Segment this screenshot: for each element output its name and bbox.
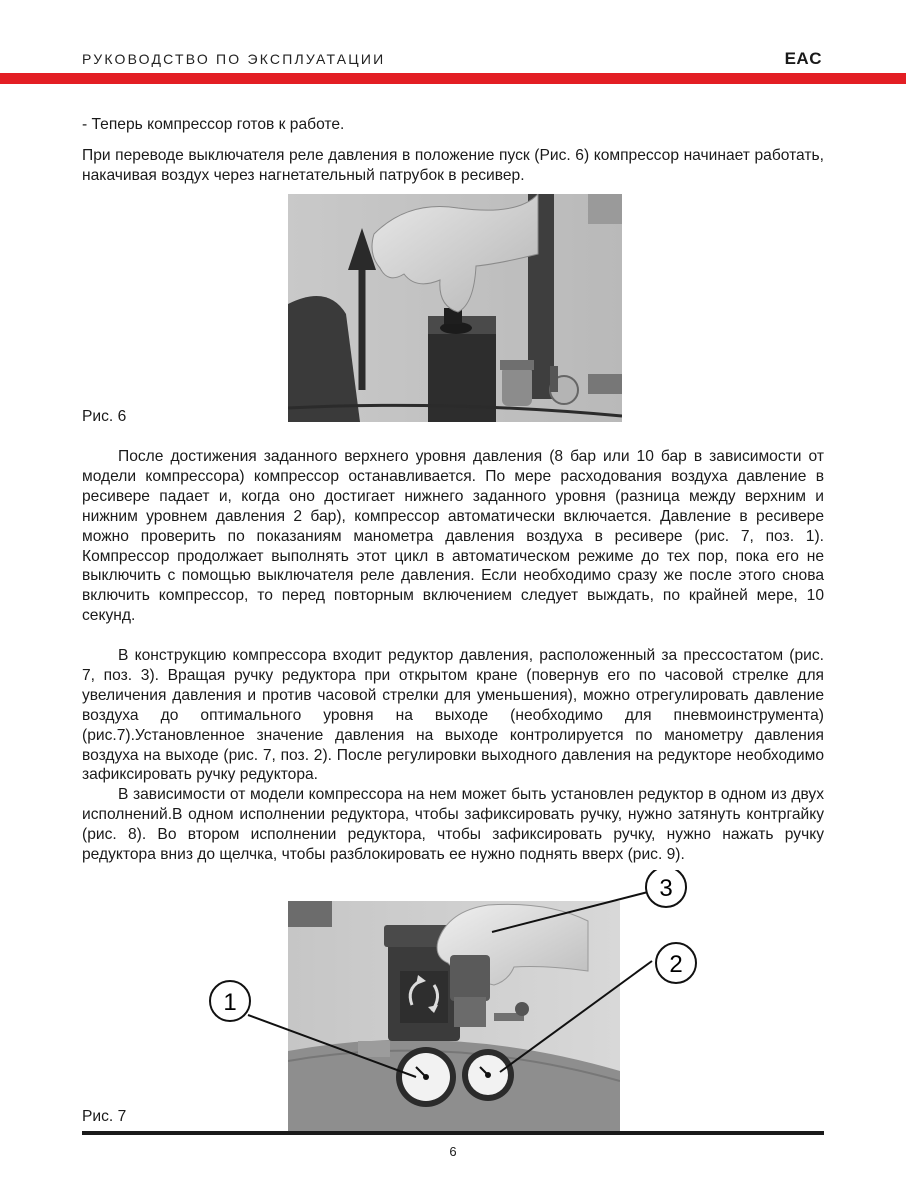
ready-line: - Теперь компрессор готов к работе. <box>82 116 345 133</box>
figure-7-caption: Рис. 7 <box>82 1108 127 1125</box>
reducer-paragraph: В конструкцию компрессора входит редуктор давления, расположенный за прессостатом (рис. 7, поз. 3). Вращая ручку редуктора при открытом кране (повернув его по часовой стрелке для увеличения давления и против часовой стрелки для уменьшения), можно отрегулировать давление воздуха до оптимального уровня на выходе (необходимо для пневмоинструмента) (рис.7).Установленное значение давления на выходе контролируется по манометру давления воздуха на выходе (рис. 7, поз. 2). После регулировки выходного давления на редукторе необходимо зафиксировать ручку редуктора. <box>82 647 824 784</box>
figure-6-caption: Рис. 6 <box>82 408 127 425</box>
callout-1-label: 1 <box>223 989 237 1016</box>
footer-rule <box>82 1131 824 1135</box>
start-paragraph: При переводе выключателя реле давления в положение пуск (Рис. 6) компрессор начинает работать, накачивая воздух через нагнетательный патрубок в ресивер. <box>82 147 824 184</box>
eac-mark: EAC <box>784 49 822 68</box>
reducer-versions-paragraph: В зависимости от модели компрессора на нем может быть установлен редуктор в одном из двух исполнений.В одном исполнении редуктора, чтобы зафиксировать ручку, нужно затянуть контргайку (рис. 8). Во втором исполнении редуктора, чтобы зафиксировать ручку, нужно нажать ручку редуктора вниз до щелчка, чтобы разблокировать ее нужно поднять вверх (рис. 9). <box>82 786 824 863</box>
callout-1 <box>210 981 250 1021</box>
header-red-bar <box>0 73 906 84</box>
figure-6-illustration <box>288 194 622 422</box>
callout-3-label: 3 <box>659 875 673 902</box>
callout-2-leader <box>500 961 652 1072</box>
page-number: 6 <box>449 1144 457 1159</box>
header-title: РУКОВОДСТВО ПО ЭКСПЛУАТАЦИИ <box>82 51 386 67</box>
figure-6-photo <box>288 194 622 422</box>
callout-3 <box>646 870 686 907</box>
callout-2 <box>656 943 696 983</box>
pressure-cycle-paragraph: После достижения заданного верхнего уровня давления (8 бар или 10 бар в зависимости от модели компрессора) компрессор останавливается. По мере расходования воздуха давление в ресивере падает и, когда оно достигает нижнего заданного уровня (разница между верхним и нижним уровнем давления 2 бар), компрессор автоматически включается. Давление в ресивере можно проверить по показаниям манометра давления воздуха в ресивере (рис. 7, поз. 1). Компрессор продолжает выполнять этот цикл в автоматическом режиме до тех пор, пока его не выключить с помощью выключателя реле давления. Если необходимо сразу же после этого снова включить компрессор, то перед повторным включением следует выждать, по крайней мере, 10 секунд. <box>82 448 824 625</box>
callout-3-leader <box>492 892 648 932</box>
callout-1-leader <box>248 1015 416 1077</box>
figure-7-callouts <box>200 870 700 1120</box>
callout-2-label: 2 <box>669 951 683 978</box>
